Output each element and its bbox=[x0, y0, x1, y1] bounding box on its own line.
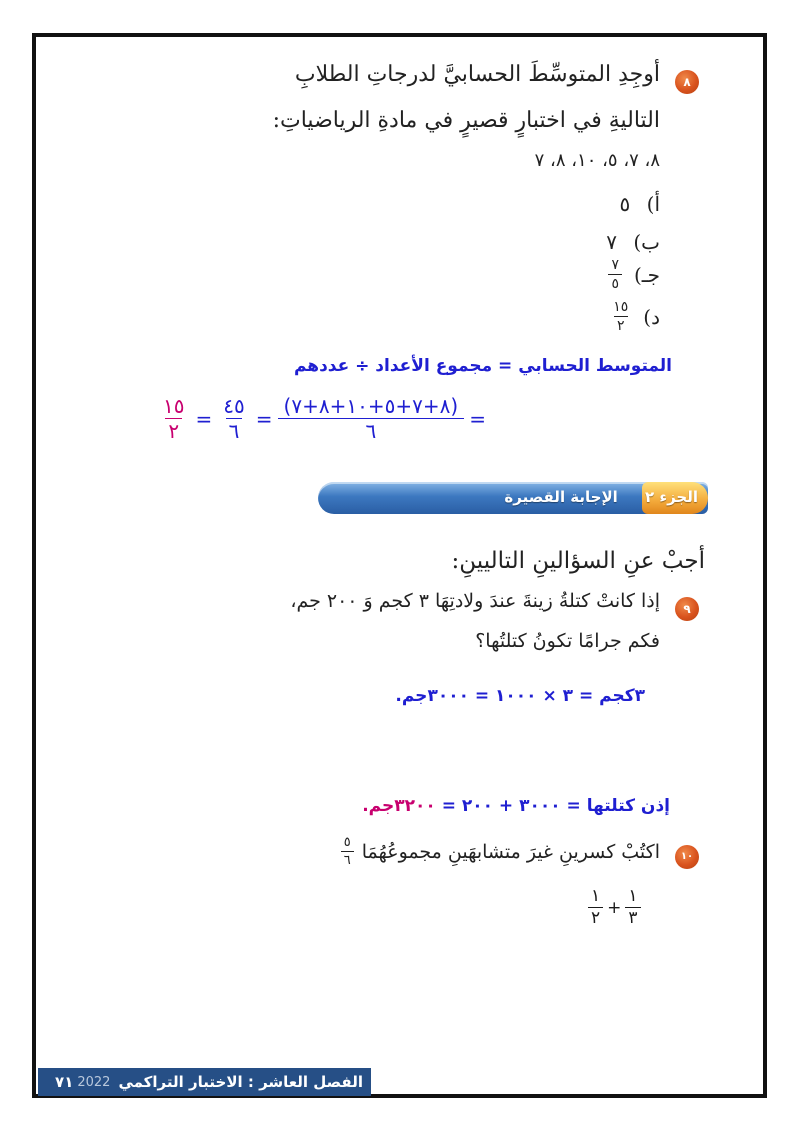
mid-numerator: ٤٥ bbox=[223, 394, 245, 418]
sum-denominator: ٦ bbox=[278, 418, 465, 441]
q10-numerator: ٥ bbox=[343, 835, 351, 850]
q10-text bbox=[341, 836, 660, 867]
section-banner bbox=[318, 482, 708, 514]
equals-sign-3: = bbox=[469, 406, 486, 431]
q10-answer-fraction-2 bbox=[588, 888, 603, 927]
q10-answer-den-2: ٢ bbox=[588, 907, 603, 927]
q10-text-line: اكتُبْ كسرينِ غيرَ متشابهَينِ مجموعُهُمَا bbox=[361, 840, 660, 863]
choice-d-fraction bbox=[610, 300, 631, 333]
plus-sign: + bbox=[607, 897, 622, 918]
question-number-10: ١٠ bbox=[675, 845, 699, 869]
choice-b bbox=[606, 230, 660, 254]
q10-denominator: ٦ bbox=[341, 851, 354, 867]
q10-answer bbox=[588, 888, 641, 927]
sum-numerator: (٨+٧+٥+١٠+٨+٧) bbox=[283, 394, 459, 418]
q9-step1: ٣كجم = ٣ × ١٠٠٠ = ٣٠٠٠جم. bbox=[395, 686, 645, 706]
choice-d-letter: د) bbox=[643, 304, 660, 329]
mean-equation bbox=[160, 396, 486, 441]
choice-b-letter: ب) bbox=[633, 230, 660, 254]
q10-answer-num-2: ١ bbox=[591, 886, 601, 906]
q10-fraction bbox=[341, 836, 354, 867]
q10-answer-den-3: ٣ bbox=[625, 907, 640, 927]
choice-a bbox=[620, 192, 660, 216]
result-denominator: ٢ bbox=[165, 418, 182, 441]
q8-text-line2: التاليةِ في اختبارٍ قصيرٍ في مادةِ الرياضياتِ: bbox=[272, 108, 660, 133]
choice-c-letter: جـ) bbox=[633, 262, 660, 287]
mid-denominator: ٦ bbox=[226, 418, 243, 441]
result-numerator: ١٥ bbox=[163, 394, 185, 418]
choice-c-denominator: ٥ bbox=[608, 274, 622, 291]
choice-c-fraction bbox=[608, 258, 622, 291]
section-title: الإجابة القصيرة bbox=[504, 488, 618, 506]
section-banner-text bbox=[504, 488, 698, 506]
q9-step2-result: ٣٢٠٠جم. bbox=[362, 796, 436, 816]
q8-values: ٨، ٧، ٥، ١٠، ٨، ٧ bbox=[534, 150, 660, 171]
choice-d-numerator: ١٥ bbox=[613, 299, 629, 315]
q10-answer-num-3: ١ bbox=[628, 886, 638, 906]
q9-text-line1: إذا كانتْ كتلةُ زينةَ عندَ ولادتِهَا ٣ كجم وَ ٢٠٠ جم، bbox=[290, 590, 660, 612]
footer-chapter-text: الفصل العاشر : الاختبار التراكمي bbox=[118, 1073, 363, 1091]
section-part-label: الجزء ٢ bbox=[645, 488, 698, 506]
footer-bar bbox=[38, 1068, 371, 1096]
choice-b-value: ٧ bbox=[606, 230, 617, 254]
choice-c-numerator: ٧ bbox=[611, 257, 619, 273]
choice-a-value: ٥ bbox=[619, 192, 631, 216]
result-fraction bbox=[160, 396, 187, 441]
choice-d bbox=[610, 300, 660, 333]
choice-d-denominator: ٢ bbox=[614, 316, 628, 333]
footer-page-number: ٧١ bbox=[55, 1073, 74, 1091]
choice-c bbox=[608, 258, 660, 291]
q9-step2 bbox=[362, 796, 670, 816]
q10-answer-fraction-3 bbox=[625, 888, 640, 927]
q8-text-line1: أوجِدِ المتوسِّطَ الحسابيَّ لدرجاتِ الطلابِ bbox=[294, 62, 660, 87]
instructions: أجبْ عنِ السؤالينِ التاليينِ: bbox=[451, 548, 705, 574]
question-number-9: ٩ bbox=[675, 597, 699, 621]
mean-rule: المتوسط الحسابي = مجموع الأعداد ÷ عددهم bbox=[293, 356, 672, 376]
choice-a-letter: أ) bbox=[646, 192, 660, 216]
question-number-8: ٨ bbox=[675, 70, 699, 94]
q9-text-line2: فكم جرامًا تكونُ كتلتُها؟ bbox=[475, 630, 660, 652]
footer-year: 2022 bbox=[77, 1074, 111, 1090]
sum-fraction bbox=[281, 396, 462, 441]
equals-sign-1: = bbox=[195, 406, 213, 431]
mid-fraction bbox=[220, 396, 247, 441]
equals-sign-2: = bbox=[255, 406, 273, 431]
q9-step2-prefix: إذن كتلتها = ٣٠٠٠ + ٢٠٠ = bbox=[435, 796, 670, 816]
